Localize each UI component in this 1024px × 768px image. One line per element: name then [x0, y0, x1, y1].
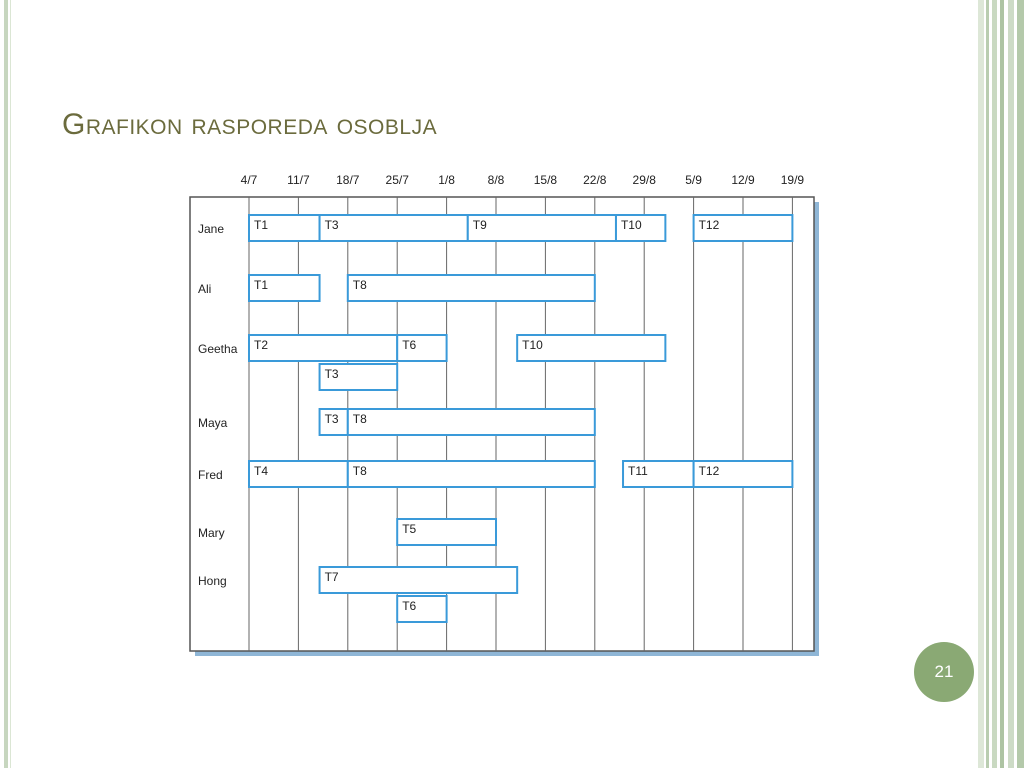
person-label: Ali [198, 282, 212, 296]
task-label: T8 [352, 412, 367, 426]
task-label: T1 [254, 218, 269, 232]
task-label: T6 [402, 599, 417, 613]
task-label: T7 [324, 570, 339, 584]
person-label: Hong [198, 574, 227, 588]
task-label: T8 [352, 464, 367, 478]
task-label: T3 [324, 218, 339, 232]
person-label: Geetha [198, 342, 238, 356]
x-tick-label: 8/8 [487, 173, 505, 187]
slide-frame-left [4, 0, 8, 768]
person-label: Mary [198, 526, 225, 540]
task-label: T3 [324, 367, 339, 381]
x-tick-label: 12/9 [731, 173, 755, 187]
task-label: T12 [698, 218, 720, 232]
task-bar [320, 215, 468, 241]
task-bar [249, 335, 397, 361]
task-bar [348, 275, 595, 301]
x-tick-label: 25/7 [385, 173, 409, 187]
task-label: T10 [620, 218, 642, 232]
x-tick-label: 19/9 [780, 173, 805, 187]
gantt-chart-svg [178, 165, 828, 665]
task-label: T9 [472, 218, 487, 232]
task-label: T4 [254, 464, 269, 478]
x-tick-label: 15/8 [533, 173, 558, 187]
x-tick-label: 22/8 [583, 173, 607, 187]
x-tick-label: 5/9 [685, 173, 702, 187]
task-bar [468, 215, 616, 241]
x-tick-label: 4/7 [240, 173, 258, 187]
page-number-badge: 21 [914, 642, 974, 702]
slide-frame-left-inner [10, 0, 11, 768]
task-bar [348, 409, 595, 435]
task-bar [348, 461, 595, 487]
slide-title: Grafikon rasporeda osoblja [62, 108, 438, 141]
task-label: T5 [402, 522, 417, 536]
person-label: Maya [198, 416, 228, 430]
task-label: T3 [324, 412, 339, 426]
task-bar [320, 567, 518, 593]
task-label: T8 [352, 278, 367, 292]
slide-frame-right [978, 0, 1024, 768]
task-label: T10 [522, 338, 543, 352]
x-tick-label: 29/8 [632, 173, 656, 187]
task-label: T2 [254, 338, 269, 352]
task-label: T6 [402, 338, 417, 352]
x-tick-label: 11/7 [287, 173, 310, 187]
task-label: T12 [698, 464, 720, 478]
gantt-chart [178, 165, 828, 665]
task-label: T11 [628, 464, 648, 478]
person-label: Fred [198, 468, 223, 482]
person-label: Jane [198, 222, 225, 236]
task-label: T1 [254, 278, 269, 292]
x-tick-label: 18/7 [336, 173, 360, 187]
x-tick-label: 1/8 [438, 173, 455, 187]
